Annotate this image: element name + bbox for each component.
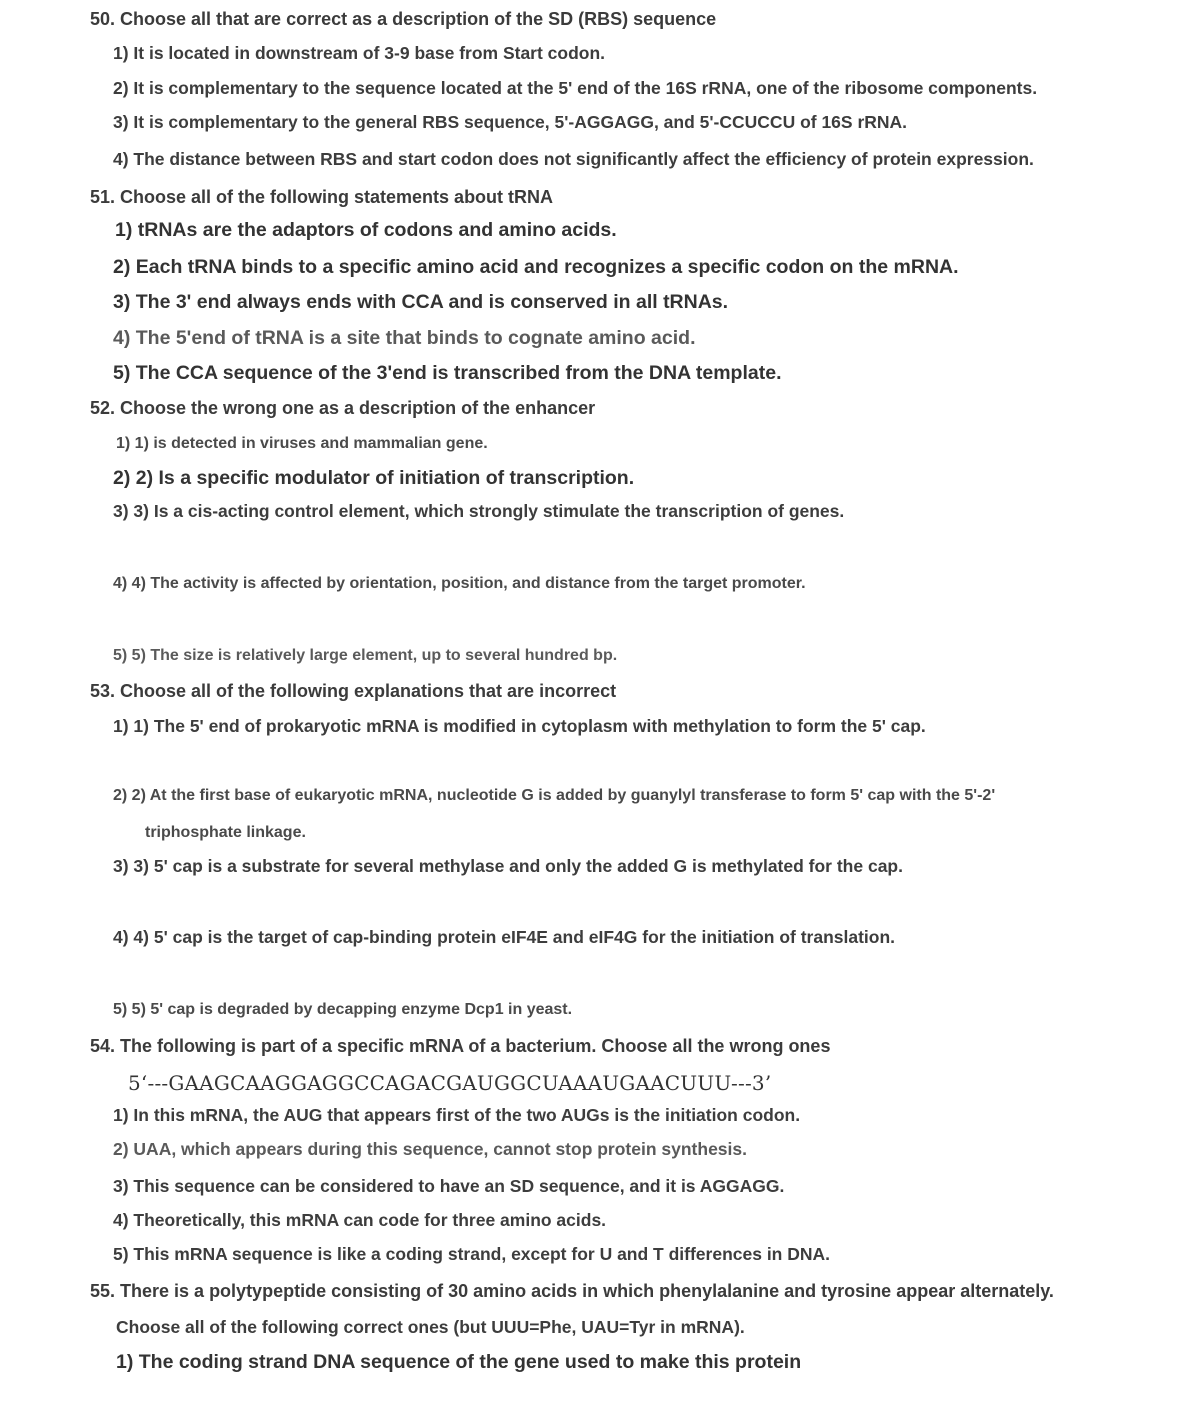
q51-option-5: 5) The CCA sequence of the 3'end is transcribed from the DNA template. (113, 362, 782, 384)
q51-option-2: 2) Each tRNA binds to a specific amino acid and recognizes a specific codon on the mRNA. (113, 256, 959, 278)
q50-option-3: 3) It is complementary to the general RBS sequence, 5'-AGGAGG, and 5'-CCUCCU of 16S rRNA. (113, 112, 908, 132)
q54-title: 54. The following is part of a specific mRNA of a bacterium. Choose all the wrong ones (90, 1036, 831, 1056)
q51-option-1: 1) tRNAs are the adaptors of codons and amino acids. (115, 219, 617, 241)
q51-option-4: 4) The 5'end of tRNA is a site that binds to cognate amino acid. (113, 327, 696, 349)
q54-option-4: 4) Theoretically, this mRNA can code for three amino acids. (113, 1210, 607, 1230)
q52-option-3: 3) 3) Is a cis-acting control element, which strongly stimulate the transcription of genes. (113, 501, 845, 521)
q51-option-3: 3) The 3' end always ends with CCA and is conserved in all tRNAs. (113, 291, 729, 313)
q55-option-1: 1) The coding strand DNA sequence of the gene used to make this protein (116, 1351, 802, 1373)
q50-title: 50. Choose all that are correct as a description of the SD (RBS) sequence (90, 9, 717, 29)
q52-option-2: 2) 2) Is a specific modulator of initiation of transcription. (113, 467, 635, 489)
q54-option-1: 1) In this mRNA, the AUG that appears first of the two AUGs is the initiation codon. (113, 1105, 801, 1125)
q50-option-2: 2) It is complementary to the sequence located at the 5' end of the 16S rRNA, one of the ribosome components. (113, 78, 1038, 98)
q51-title: 51. Choose all of the following statements about tRNA (90, 187, 554, 207)
q54-option-5: 5) This mRNA sequence is like a coding strand, except for U and T differences in DNA. (113, 1244, 831, 1264)
q54-option-2: 2) UAA, which appears during this sequence, cannot stop protein synthesis. (113, 1139, 747, 1159)
q52-title: 52. Choose the wrong one as a description of the enhancer (90, 398, 596, 418)
q53-option-5: 5) 5) 5' cap is degraded by decapping enzyme Dcp1 in yeast. (113, 1001, 573, 1018)
q53-option-1: 1) 1) The 5' end of prokaryotic mRNA is modified in cytoplasm with methylation to form the 5' cap. (113, 716, 926, 736)
q53-option-3: 3) 3) 5' cap is a substrate for several methylase and only the added G is methylated for the cap. (113, 856, 903, 876)
q52-option-1: 1) 1) is detected in viruses and mammalian gene. (116, 435, 488, 452)
q53-title: 53. Choose all of the following explanations that are incorrect (90, 681, 617, 701)
q53-option-4: 4) 4) 5' cap is the target of cap-binding protein eIF4E and eIF4G for the initiation of translation. (113, 927, 896, 947)
q52-option-4: 4) 4) The activity is affected by orientation, position, and distance from the target promoter. (113, 575, 806, 592)
q55-title: 55. There is a polytypeptide consisting of 30 amino acids in which phenylalanine and tyrosine appear alternately. (90, 1281, 1054, 1301)
q50-option-1: 1) It is located in downstream of 3-9 base from Start codon. (113, 43, 606, 63)
q54-mrna-sequence: 5‘---GAAGCAAGGAGGCCAGACGAUGGCUAAAUGAACUUU---3’ (128, 1071, 772, 1095)
q53-option-2-cont: triphosphate linkage. (145, 824, 306, 841)
q54-option-3: 3) This sequence can be considered to have an SD sequence, and it is AGGAGG. (113, 1176, 785, 1196)
q53-option-2: 2) 2) At the first base of eukaryotic mRNA, nucleotide G is added by guanylyl transferase to form 5' cap with the 5'-2' (113, 787, 996, 804)
q52-option-5: 5) 5) The size is relatively large element, up to several hundred bp. (113, 647, 618, 664)
q50-option-4: 4) The distance between RBS and start codon does not significantly affect the efficiency of protein expression. (113, 149, 1034, 169)
q55-title-cont: Choose all of the following correct ones (but UUU=Phe, UAU=Tyr in mRNA). (116, 1317, 745, 1337)
